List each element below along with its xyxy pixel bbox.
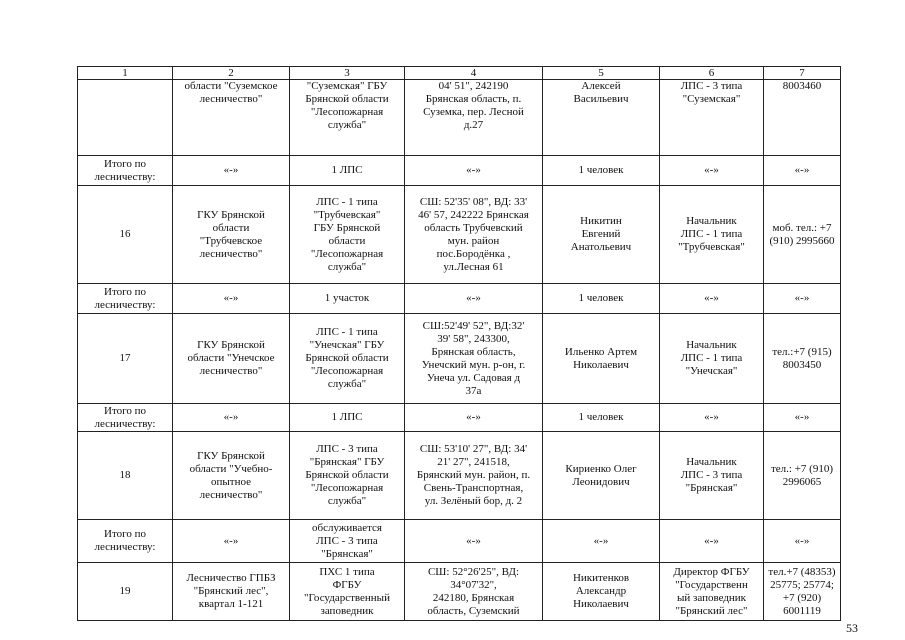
total-cell: «-» <box>660 520 764 563</box>
row-number-cell: 18 <box>78 432 173 520</box>
page-number: 53 <box>846 621 858 635</box>
total-cell: «-» <box>173 520 290 563</box>
row-number-cell: 17 <box>78 314 173 404</box>
phone-cell: тел.:+7 (915) 8003450 <box>764 314 841 404</box>
forestry-cell: ГКУ Брянской области "Унечское лесничество" <box>173 314 290 404</box>
service-cell: ЛПС - 1 типа "Трубчевская" ГБУ Брянской области "Лесопожарная служба" <box>290 186 405 284</box>
total-cell: «-» <box>764 404 841 432</box>
address-cell: СШ: 53'10' 27", ВД: 34' 21' 27", 241518, Брянский мун. район, п. Свень-Транспортная, ул. Зелёный бор, д. 2 <box>405 432 543 520</box>
position-cell: Директор ФГБУ "Государственн ый заповедник "Брянский лес" <box>660 563 764 621</box>
forestry-cell: Лесничество ГПБЗ "Брянский лес", квартал 1-121 <box>173 563 290 621</box>
total-cell: 1 ЛПС <box>290 404 405 432</box>
header-cell: 1 <box>78 67 173 80</box>
total-cell: «-» <box>173 404 290 432</box>
total-cell: «-» <box>660 404 764 432</box>
total-row <box>78 284 841 314</box>
phone-cell: тел.: +7 (910) 2996065 <box>764 432 841 520</box>
header-cell: 6 <box>660 67 764 80</box>
row-number-cell: 19 <box>78 563 173 621</box>
total-cell: «-» <box>173 284 290 314</box>
header-cell: 5 <box>543 67 660 80</box>
phone-cell: тел.+7 (48353) 25775; 25774; +7 (920) 6001119 <box>764 563 841 621</box>
total-cell: «-» <box>660 284 764 314</box>
service-cell: ЛПС - 1 типа "Унечская" ГБУ Брянской области "Лесопожарная служба" <box>290 314 405 404</box>
forestry-cell: ГКУ Брянской области "Трубчевское лесничество" <box>173 186 290 284</box>
service-cell: ПХС 1 типа ФГБУ "Государственный заповедник <box>290 563 405 621</box>
total-label-cell: Итого по лесничеству: <box>78 284 173 314</box>
service-cell: "Суземская" ГБУ Брянской области "Лесопожарная служба" <box>290 80 405 156</box>
person-cell: Алексей Васильевич <box>543 80 660 156</box>
header-cell: 3 <box>290 67 405 80</box>
header-cell: 4 <box>405 67 543 80</box>
phone-cell: моб. тел.: +7 (910) 2995660 <box>764 186 841 284</box>
table-row <box>78 80 841 156</box>
total-cell: «-» <box>405 404 543 432</box>
address-cell: СШ: 52'35' 08", ВД: 33' 46' 57, 242222 Брянская область Трубчевский мун. район пос.Бородёнка , ул.Лесная 61 <box>405 186 543 284</box>
person-cell: Никитин Евгений Анатольевич <box>543 186 660 284</box>
forestry-cell: ГКУ Брянской области "Учебно- опытное лесничество" <box>173 432 290 520</box>
person-cell: Никитенков Александр Николаевич <box>543 563 660 621</box>
position-cell: ЛПС - 3 типа "Суземская" <box>660 80 764 156</box>
table-row <box>78 432 841 520</box>
total-cell: «-» <box>764 156 841 186</box>
total-cell: 1 ЛПС <box>290 156 405 186</box>
table-row <box>78 186 841 284</box>
position-cell: Начальник ЛПС - 1 типа "Трубчевская" <box>660 186 764 284</box>
service-cell: ЛПС - 3 типа "Брянская" ГБУ Брянской области "Лесопожарная служба" <box>290 432 405 520</box>
address-cell: 04' 51", 242190 Брянская область, п. Суземка, пер. Лесной д.27 <box>405 80 543 156</box>
total-cell: 1 человек <box>543 404 660 432</box>
total-row <box>78 520 841 563</box>
total-cell: «-» <box>764 520 841 563</box>
total-cell: «-» <box>660 156 764 186</box>
total-cell: 1 участок <box>290 284 405 314</box>
header-row <box>78 67 841 80</box>
table-row <box>78 563 841 621</box>
total-cell: «-» <box>543 520 660 563</box>
total-cell: 1 человек <box>543 156 660 186</box>
total-label-cell: Итого по лесничеству: <box>78 156 173 186</box>
address-cell: СШ:52'49' 52", ВД:32' 39' 58", 243300, Брянская область, Унечский мун. р-он, г. Унеча ул. Садовая д 37а <box>405 314 543 404</box>
total-cell: обслуживается ЛПС - 3 типа "Брянская" <box>290 520 405 563</box>
table-row <box>78 314 841 404</box>
row-number-cell: 16 <box>78 186 173 284</box>
person-cell: Кириенко Олег Леонидович <box>543 432 660 520</box>
total-cell: 1 человек <box>543 284 660 314</box>
header-cell: 2 <box>173 67 290 80</box>
total-row <box>78 156 841 186</box>
total-cell: «-» <box>405 284 543 314</box>
position-cell: Начальник ЛПС - 1 типа "Унечская" <box>660 314 764 404</box>
total-label-cell: Итого по лесничеству: <box>78 404 173 432</box>
total-label-cell: Итого по лесничеству: <box>78 520 173 563</box>
total-cell: «-» <box>764 284 841 314</box>
total-cell: «-» <box>173 156 290 186</box>
total-cell: «-» <box>405 156 543 186</box>
phone-cell: 8003460 <box>764 80 841 156</box>
table-body <box>78 67 841 621</box>
address-cell: СШ: 52°26'25", ВД: 34°07'32", 242180, Брянская область, Суземский <box>405 563 543 621</box>
forest-fire-services-table <box>77 66 841 621</box>
total-cell: «-» <box>405 520 543 563</box>
total-row <box>78 404 841 432</box>
person-cell: Ильенко Артем Николаевич <box>543 314 660 404</box>
position-cell: Начальник ЛПС - 3 типа "Брянская" <box>660 432 764 520</box>
forestry-cell: области "Суземское лесничество" <box>173 80 290 156</box>
row-number-cell <box>78 80 173 156</box>
header-cell: 7 <box>764 67 841 80</box>
